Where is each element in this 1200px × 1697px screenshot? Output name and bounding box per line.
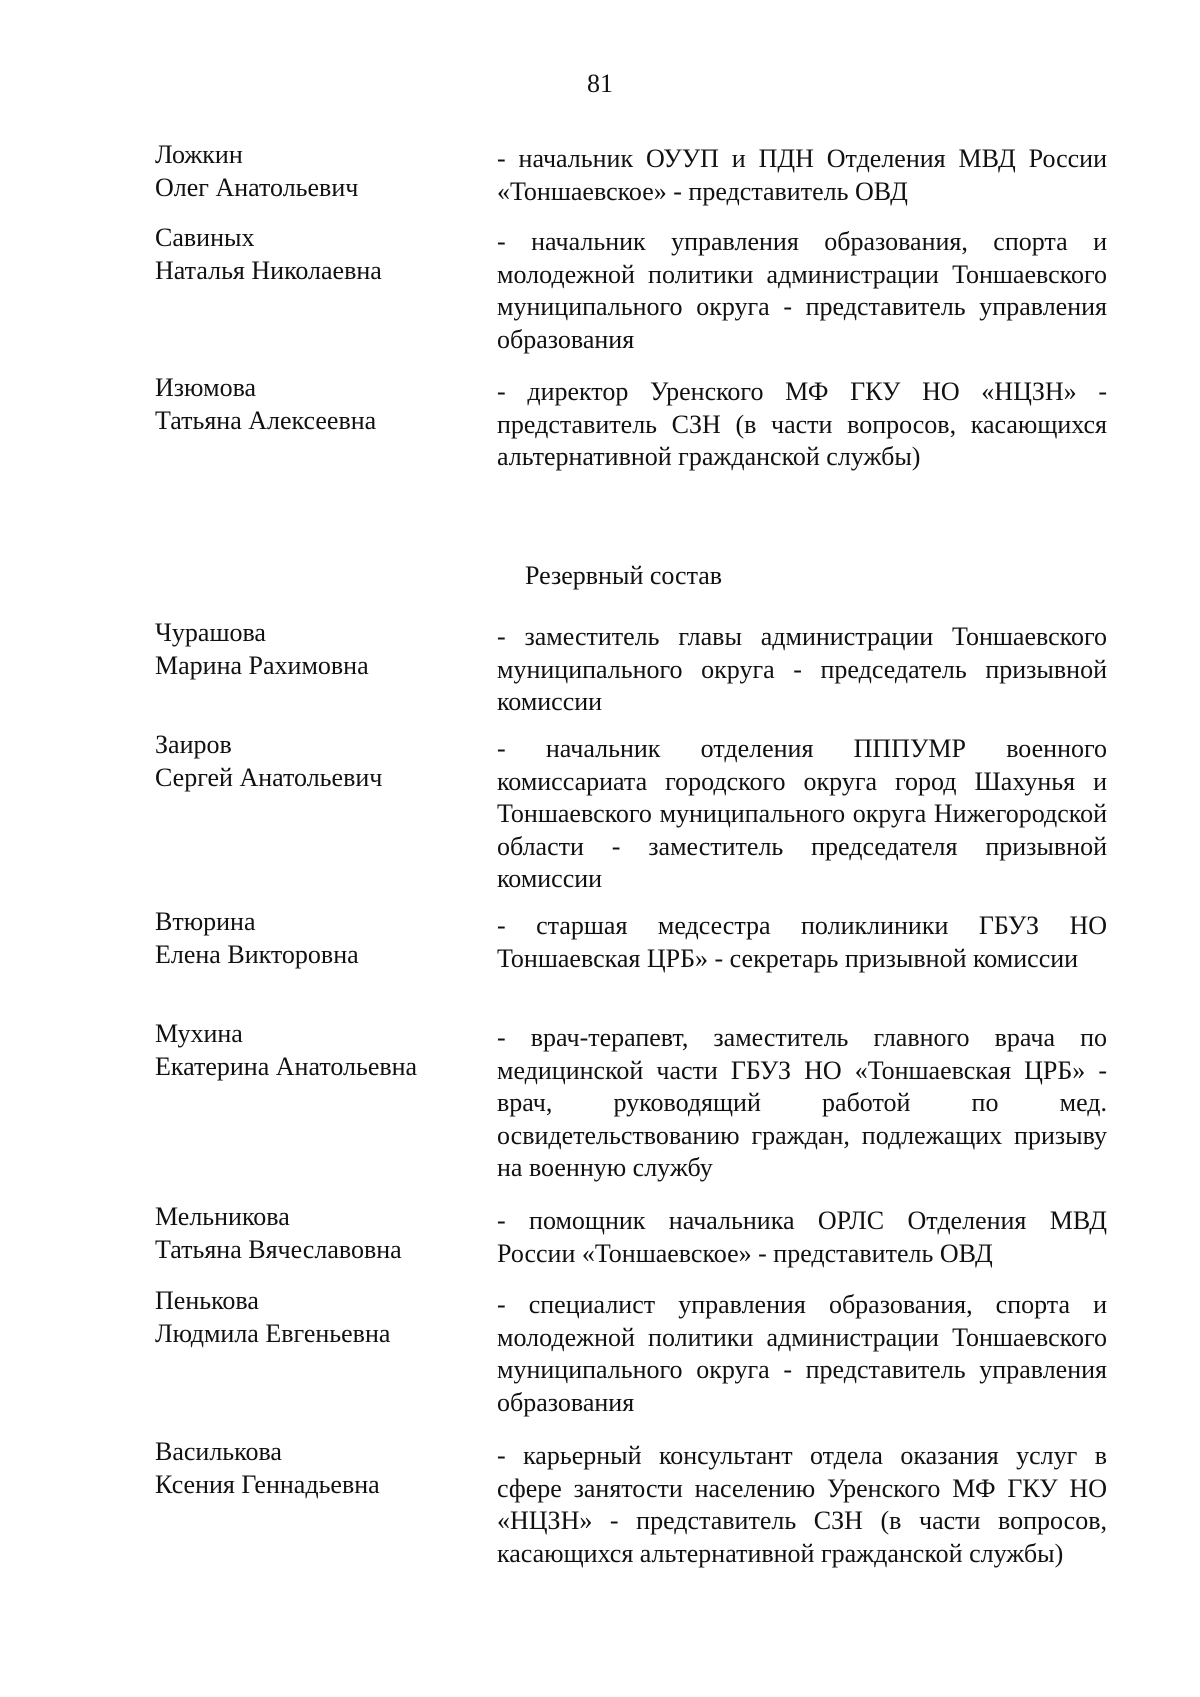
member-name xyxy=(155,139,495,204)
member-given-name: Татьяна Алексеевна xyxy=(155,405,377,435)
member-surname: Втюрина xyxy=(155,907,256,936)
member-given-name: Татьяна Вячеславовна xyxy=(155,1234,402,1264)
member-name xyxy=(155,617,495,682)
member-row xyxy=(0,1285,1200,1417)
member-row xyxy=(0,139,1200,204)
member-row xyxy=(0,1201,1200,1266)
member-row xyxy=(0,1018,1200,1182)
member-surname: Пенькова xyxy=(155,1286,259,1315)
reserve-heading: Резервный состав xyxy=(525,561,723,590)
member-row xyxy=(0,729,1200,893)
member-surname: Савиных xyxy=(155,223,255,252)
member-surname: Василькова xyxy=(155,1437,282,1466)
member-given-name: Олег Анатольевич xyxy=(155,172,359,202)
member-role: - врач-терапевт, заместитель главного врача по медицинской части ГБУЗ НО «Тоншаевская ЦРБ» - врач, руководящий работой по мед. освидетельствованию граждан, подлежащих призыву на военную службу xyxy=(497,1023,1107,1182)
member-given-name: Елена Викторовна xyxy=(155,939,359,969)
member-given-name: Марина Рахимовна xyxy=(155,650,369,680)
member-name xyxy=(155,372,495,437)
member-row xyxy=(0,372,1200,471)
member-role: - начальник управления образования, спорта и молодежной политики администрации Тоншаевского муниципального округа - представитель управления образования xyxy=(497,227,1107,354)
member-given-name: Сергей Анатольевич xyxy=(155,762,383,792)
member-row xyxy=(0,222,1200,354)
member-given-name: Екатерина Анатольевна xyxy=(155,1051,418,1081)
member-surname: Мельникова xyxy=(155,1202,290,1231)
member-name xyxy=(155,1201,495,1266)
member-row xyxy=(0,617,1200,716)
member-role: - карьерный консультант отдела оказания услуг в сфере занятости населению Уренского МФ ГКУ НО «НЦЗН» - представитель СЗН (в части вопросов, касающихся альтернативной гражданской службы) xyxy=(497,1441,1107,1568)
member-surname: Ложкин xyxy=(155,140,243,169)
member-given-name: Наталья Николаевна xyxy=(155,255,382,285)
member-role: - старшая медсестра поликлиники ГБУЗ НО Тоншаевская ЦРБ» - секретарь призывной комиссии xyxy=(497,911,1107,973)
member-role: - помощник начальника ОРЛС Отделения МВД России «Тоншаевское» - представитель ОВД xyxy=(497,1206,1107,1268)
member-role: - специалист управления образования, спорта и молодежной политики администрации Тоншаевского муниципального округа - представитель управления образования xyxy=(497,1290,1107,1417)
member-name xyxy=(155,1285,495,1350)
member-role: - директор Уренского МФ ГКУ НО «НЦЗН» - представитель СЗН (в части вопросов, касающихся альтернативной гражданской службы) xyxy=(497,377,1107,471)
member-row xyxy=(0,906,1200,971)
member-name xyxy=(155,1018,495,1083)
member-surname: Изюмова xyxy=(155,373,257,402)
member-row xyxy=(0,1436,1200,1568)
member-surname: Мухина xyxy=(155,1019,243,1048)
member-surname: Чурашова xyxy=(155,618,266,647)
member-role: - начальник отделения ПППУМР военного комиссариата городского округа город Шахунья и Тоншаевского муниципального округа Нижегородской области - заместитель председателя призывной комиссии xyxy=(497,734,1107,893)
member-name xyxy=(155,906,495,971)
member-name xyxy=(155,729,495,794)
member-given-name: Людмила Евгеньевна xyxy=(155,1318,391,1348)
member-role: - заместитель главы администрации Тоншаевского муниципального округа - председатель призывной комиссии xyxy=(497,622,1107,716)
member-role: - начальник ОУУП и ПДН Отделения МВД России «Тоншаевское» - представитель ОВД xyxy=(497,144,1107,206)
member-given-name: Ксения Геннадьевна xyxy=(155,1469,380,1499)
member-name xyxy=(155,1436,495,1501)
page-number: 81 xyxy=(587,69,613,98)
member-surname: Заиров xyxy=(155,730,232,759)
member-name xyxy=(155,222,495,287)
